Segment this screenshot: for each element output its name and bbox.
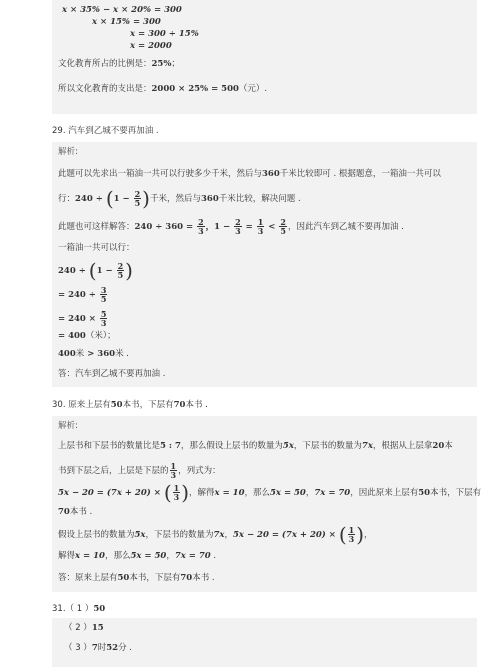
q29-solution-block <box>52 142 477 387</box>
fraction-2-5: $\frac{2}{5}$ <box>117 261 124 280</box>
analysis-label: 解析: <box>58 421 78 431</box>
q31-part3: （ 3 ）7时52分 . <box>64 643 132 653</box>
equation-line: x × 15% = 300 <box>92 17 161 27</box>
fraction-3-5: $\frac{3}{5}$ <box>100 285 107 304</box>
q29-title: 29. 汽车到乙城不要再加油 . <box>52 126 159 136</box>
q30-para5: 假设上层书的数量为5x，下层书的数量为7x，5x − 20 = (7x + 20) × ( $\frac{1}{3}$ )， <box>58 522 373 547</box>
q29-para2: 行：240 ÷ (1 − $\frac{2}{5}$ )千米，然后与360千米比较，解决问题 . <box>58 186 301 211</box>
fraction-2-5: $\frac{2}{5}$ <box>134 189 141 208</box>
step-line: 240 ÷ (1 − $\frac{2}{5}$ ) <box>58 258 133 283</box>
spend-line: 所以文化教育的支出是：2000 × 25% = 500（元）. <box>58 84 268 94</box>
fraction-1-3: $\frac{1}{3}$ <box>348 525 355 544</box>
fraction-2-3: $\frac{2}{3}$ <box>198 217 204 236</box>
fraction-5-3: $\frac{5}{3}$ <box>100 309 107 328</box>
q30-para6: 解得x = 10，那么5x = 50，7x = 70 . <box>58 551 217 561</box>
fraction-2-5: $\frac{2}{5}$ <box>280 217 286 236</box>
q30-para3: 5x − 20 = (7x + 20) × ( $\frac{1}{3}$ )，解得x = 10，那么5x = 50，7x = 70，因此原来上层有50本书，下层有 <box>58 480 482 505</box>
q31-part2: （ 2 ）15 <box>64 623 104 633</box>
fraction-1-3: $\frac{1}{3}$ <box>257 217 264 236</box>
answer-line: 答：原来上层有50本书，下层有70本书 . <box>58 573 215 583</box>
can-go-label: 一箱油一共可以行： <box>58 243 135 253</box>
ratio-line: 文化教育所占的比例是：25%； <box>58 59 180 69</box>
q30-title: 30. 原来上层有50本书，下层有70本书 . <box>52 400 208 410</box>
q30-para4: 70本书 . <box>58 507 93 517</box>
q30-para2: 书到下层之后，上层是下层的 $\frac{1}{3}$ ，列式为： <box>58 461 221 480</box>
q28-solution-block <box>52 0 477 114</box>
step-line: = 240 ÷ $\frac{3}{5}$ <box>58 285 107 304</box>
q29-para3: 此题也可这样解答：240 ÷ 360 = $\frac{2}{3}$ ，1 − $\frac{2}{3}$ = $\frac{1}{3}$ < $\frac{2}{5}$ ，因此汽车到乙城不要再加油 . <box>58 217 404 236</box>
q29-para1: 此题可以先求出一箱油一共可以行驶多少千米，然后与360千米比较即可 . 根据题意，一箱油一共可以 <box>58 169 441 179</box>
fraction-1-3: $\frac{1}{3}$ <box>170 461 177 480</box>
step-line: = 400（米）； <box>58 331 116 341</box>
q30-para1: 上层书和下层书的数量比是5 : 7，那么假设上层书的数量为5x，下层书的数量为7x，根据从上层拿20本 <box>58 441 453 451</box>
q31-answer-block <box>52 618 477 667</box>
fraction-2-3: $\frac{2}{3}$ <box>235 217 241 236</box>
q30-solution-block <box>52 416 482 592</box>
answer-line: 答：汽车到乙城不要再加油 . <box>58 369 166 379</box>
equation-line: x = 2000 <box>130 41 172 51</box>
equation-line: x × 35% − x × 20% = 300 <box>62 5 182 15</box>
q31-part1: 31.（ 1 ）50 <box>52 604 106 614</box>
step-line: = 240 × $\frac{5}{3}$ <box>58 309 107 328</box>
equation-line: x = 300 ÷ 15% <box>130 29 199 39</box>
compare-line: 400米 > 360米 . <box>58 349 129 359</box>
analysis-label: 解析: <box>58 147 78 157</box>
fraction-1-3: $\frac{1}{3}$ <box>173 483 180 502</box>
